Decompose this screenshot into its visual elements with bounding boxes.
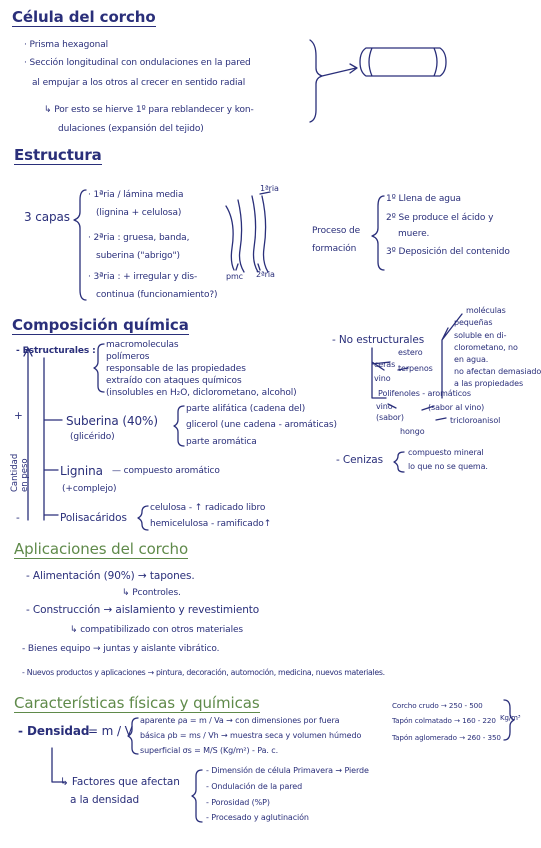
suberina-1: parte alifática (cadena del) (186, 404, 306, 414)
app-3: - Bienes equipo → juntas y aislante vibrático. (22, 644, 220, 654)
polifenoles-label: Polifenoles - aromáticos (378, 389, 471, 398)
estructurales-4: extraído con ataques químicos (106, 376, 242, 386)
lignina-desc: — compuesto aromático (112, 466, 220, 476)
layer-3a: · 3ªria : + irregular y dis- (88, 272, 198, 282)
noest-1: moléculas (466, 306, 506, 315)
estructurales-2: polímeros (106, 352, 150, 362)
heading-applications: Aplicaciones del corcho (14, 540, 189, 558)
cenizas-label: - Cenizas (336, 454, 384, 466)
noest-3: soluble en di- (454, 331, 507, 340)
range-3: Tapón aglomerado → 260 - 350 (392, 733, 501, 742)
process-label-1: Proceso de (312, 226, 361, 236)
ceras-label: ceras (374, 360, 396, 369)
noest-2: pequeñas (454, 318, 493, 327)
terpenos-label: terpenos (398, 364, 433, 373)
quantity-label-1: Cantidad (10, 453, 20, 492)
wall-line-4 (226, 206, 234, 270)
factor-1: - Dimensión de célula Primavera → Pierde (206, 766, 369, 775)
suberina-2: glicerol (une cadena - aromáticas) (186, 420, 337, 430)
main-brace (44, 358, 62, 520)
estructurales-1: macromoleculas (106, 340, 179, 350)
app-4: - Nuevos productos y aplicaciones → pintura, decoración, automoción, medicina, nuevos materiales. (22, 668, 385, 677)
density-2: básica ρb = ms / Vh → muestra seca y volumen húmedo (140, 731, 362, 740)
density-label: - Densidad (18, 724, 90, 738)
layer-1a: · 1ªria / lámina media (88, 190, 184, 200)
brace-suberina (174, 406, 184, 446)
wall-line-3 (262, 196, 268, 272)
factors-1: ↳ Factores que afectan (60, 776, 180, 788)
process-step-1: 1º Llena de agua (386, 194, 461, 204)
heading-composition: Composición química (12, 316, 189, 334)
estructurales-label: - Estructurales : (16, 346, 96, 356)
app-1b: ↳ Pcontroles. (122, 588, 181, 598)
cell-bullet-2a: · Sección longitudinal con ondulaciones en la pared (24, 58, 251, 68)
estructurales-5: (insolubles en H₂O, diclorometano, alcohol) (106, 388, 297, 398)
diagram-label-pmc: pmc (226, 272, 243, 281)
factor-4: - Procesado y aglutinación (206, 813, 309, 822)
hongo-label: hongo (400, 427, 425, 436)
tricloro-label: tricloroanisol (450, 416, 501, 425)
wall-line-1 (238, 200, 244, 272)
lignina-name: Lignina (60, 464, 103, 478)
estructurales-3: responsable de las propiedades (106, 364, 246, 374)
brace-cell (310, 40, 322, 122)
cell-bullet-1: · Prisma hexagonal (24, 40, 109, 50)
density-3: superficial σs = M/S (Kg/m²) - Pa. c. (140, 746, 279, 755)
noest-6: no afectan demasiado (454, 367, 541, 376)
range-2: Tapón colmatado → 160 - 220 (392, 716, 496, 725)
diagram-label-1: 1ªria (260, 184, 279, 193)
diagram-label-2: 2ªria (256, 270, 275, 279)
suberina-3: parte aromática (186, 437, 257, 447)
factor-2: - Ondulación de la pared (206, 782, 303, 791)
density-1: aparente ρa = m / Va → con dimensiones por fuera (140, 716, 340, 725)
noest-5: en agua. (454, 355, 489, 364)
cenizas-1: compuesto mineral (408, 448, 484, 457)
range-1: Corcho crudo → 250 - 500 (392, 701, 483, 710)
brace-factors (192, 770, 202, 822)
prism-icon (360, 48, 446, 76)
cell-sub-2: dulaciones (expansión del tejido) (58, 124, 204, 134)
polisacaridos-name: Polisacáridos (60, 512, 127, 524)
density-formula: = m / V (88, 724, 133, 738)
cenizas-2: lo que no se quema. (408, 462, 488, 471)
polisacaridos-1: celulosa - ↑ radicado libro (150, 503, 266, 513)
heading-properties: Características físicas y químicas (14, 694, 260, 712)
process-step-3: 3º Deposición del contenido (386, 247, 510, 257)
suberina-name: Suberina (40%) (66, 414, 158, 428)
polifenoles-sabor: (sabor) (376, 413, 404, 422)
noest-7: a las propiedades (454, 379, 524, 388)
capas-label: 3 capas (24, 210, 70, 224)
heading-cell: Célula del corcho (12, 8, 156, 26)
brace-capas (74, 190, 86, 300)
factors-2: a la densidad (70, 794, 140, 806)
cell-bullet-2b: al empujar a los otros al crecer en sentido radial (32, 78, 246, 88)
estero-label: estero (398, 348, 423, 357)
plus-sign: + (14, 410, 23, 422)
app-1: - Alimentación (90%) → tapones. (26, 570, 195, 582)
arrow-to-prism (322, 64, 357, 76)
layer-2b: suberina ("abrigo") (96, 251, 180, 261)
quantity-label-2: en peso (20, 458, 30, 492)
density-unit: Kg/m³ (500, 714, 521, 722)
noest-label: - No estructurales (332, 334, 425, 346)
app-2: - Construcción → aislamiento y revestimiento (26, 604, 260, 616)
factor-3: - Porosidad (%P) (206, 798, 270, 807)
brace-process (372, 196, 384, 270)
brace-cenizas (394, 452, 404, 472)
suberina-paren: (glicérido) (70, 432, 115, 442)
layer-2a: · 2ªria : gruesa, banda, (88, 233, 190, 243)
wall-line-2 (252, 196, 258, 272)
app-2b: ↳ compatibilizado con otros materiales (70, 625, 244, 635)
polifenoles-sabor-vino: (sabor al vino) (428, 403, 485, 412)
noest-4: clorometano, no (454, 343, 518, 352)
heading-structure: Estructura (14, 146, 102, 164)
layer-3b: continua (funcionamiento?) (96, 290, 218, 300)
lignina-paren: (+complejo) (62, 484, 117, 494)
ceras-vino: vino (374, 374, 391, 383)
layer-1b: (lignina + celulosa) (96, 208, 182, 218)
process-step-2a: 2º Se produce el ácido y (386, 213, 494, 223)
quantity-axis-arrow (24, 348, 32, 520)
process-step-2b: muere. (398, 229, 430, 239)
minus-sign: - (16, 512, 20, 524)
brace-polisacaridos (138, 506, 148, 530)
process-label-2: formación (312, 244, 357, 254)
cell-sub-1: ↳ Por esto se hierve 1º para reblandecer y kon- (44, 105, 254, 115)
polifenoles-vino: vino (376, 402, 393, 411)
polisacaridos-2: hemicelulosa - ramificado↑ (150, 519, 272, 529)
